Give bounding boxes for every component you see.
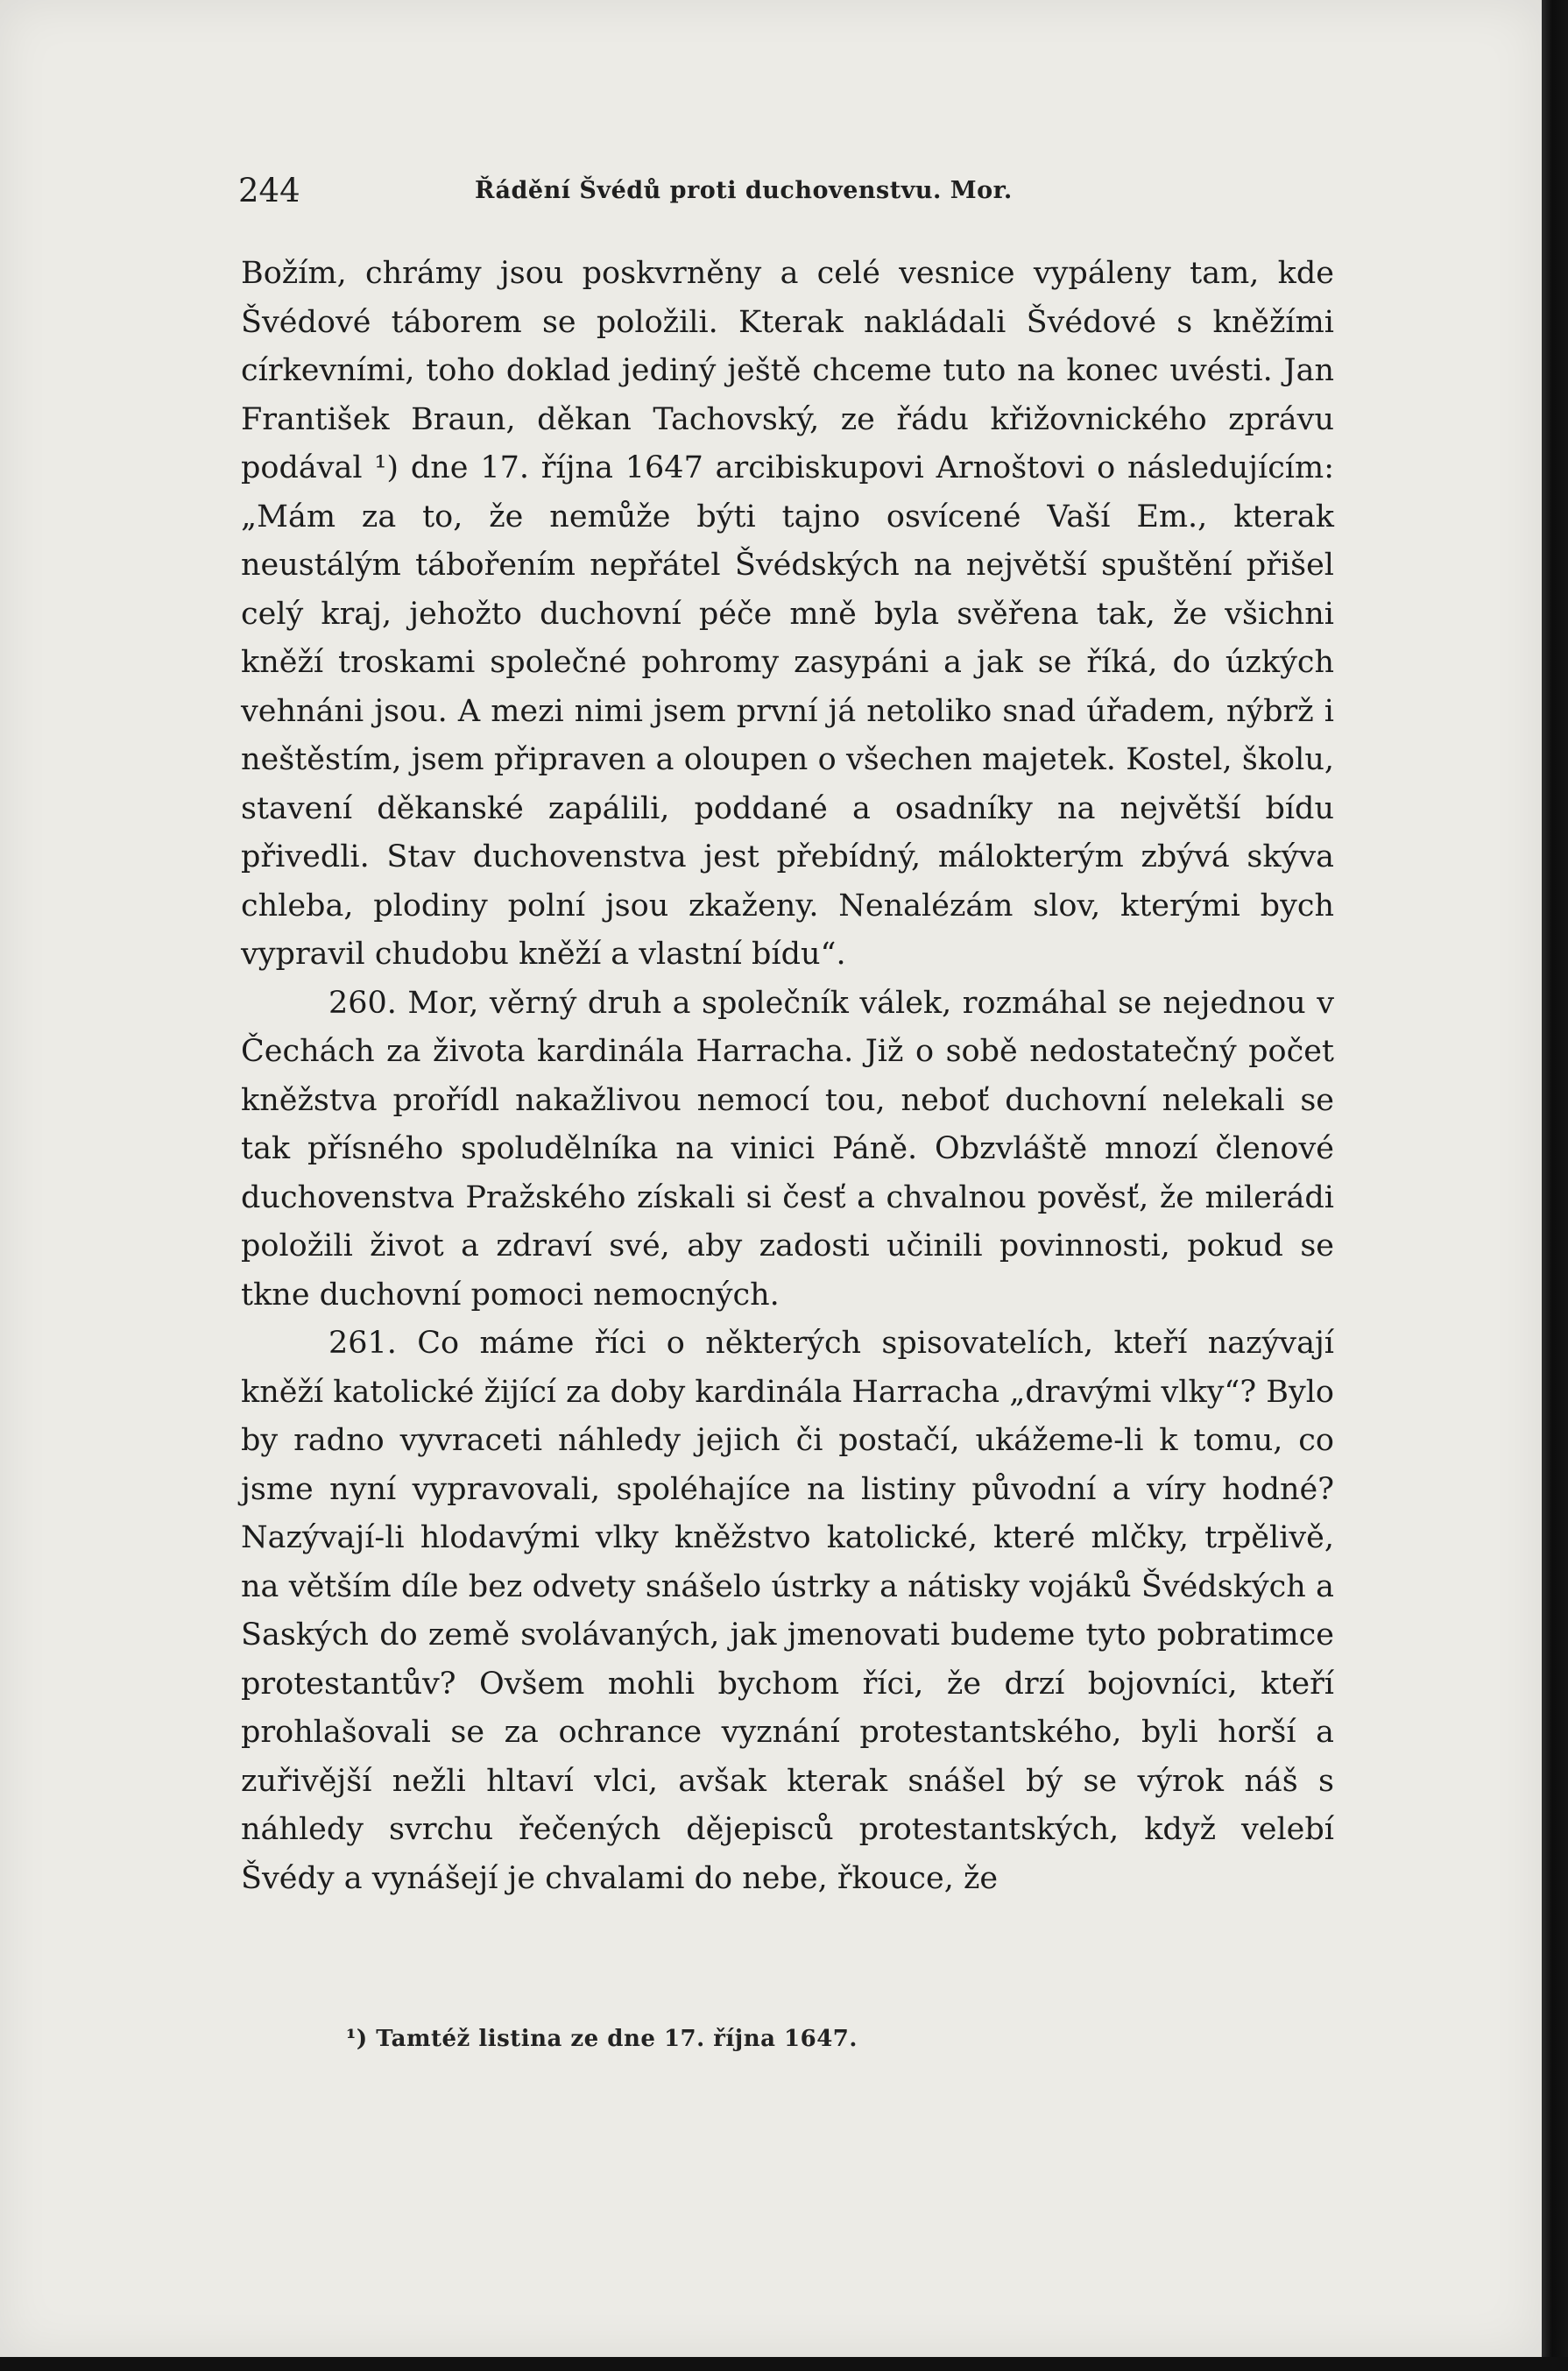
page-header — [238, 172, 1333, 216]
paragraph-continued: Božím, chrámy jsou poskvrněny a celé vesnice vypáleny tam, kde Švédové táborem se položili. Kterak nakládali Švédové s kněžími církevními, toho doklad jediný ještě chceme tuto na konec uvésti. Jan František Braun, děkan Tachovský, ze řádu křižovnického zprávu podával ¹) dne 17. října 1647 arcibiskupovi Arnoštovi o následujícím: „Mám za to, že nemůže býti tajno osvícené Vaší Em., kterak neustálým tábořením nepřátel Švédských na největší spuštění přišel celý kraj, jehožto duchovní péče mně byla svěřena tak, že všichni kněží troskami společné pohromy zasypáni a jak se říká, do úzkých vehnáni jsou. A mezi nimi jsem první já netoliko snad úřadem, nýbrž i neštěstím, jsem připraven a oloupen o všechen majetek. Kostel, školu, stavení děkanské zapálili, poddané a osadníky na největší bídu přivedli. Stav duchovenstva jest přebídný, málokterým zbývá skýva chleba, plodiny polní jsou zkaženy. Nenalézám slov, kterými bych vypravil chudobu kněží a vlastní bídu“. — [241, 256, 1334, 972]
paragraph-261: 261. Co máme říci o některých spisovatelích, kteří nazývají kněží katolické žijící za doby kardinála Harracha „dravými vlky“? Bylo by radno vyvraceti náhledy jejich či postačí, ukážeme-li k tomu, co jsme nyní vypravovali, spoléhajíce na listiny původní a víry hodné? Nazývají-li hlodavými vlky kněžstvo katolické, které mlčky, trpělivě, na větším díle bez odvety snášelo ústrky a nátisky vojáků Švédských a Saských do země svolávaných, jak jmenovati budeme tyto pobratimce protestantův? Ovšem mohli bychom říci, že drzí bojovníci, kteří prohlašovali se za ochrance vyznání protestantského, byli horší a zuřivější nežli hltaví vlci, avšak kterak snášel bý se výrok náš s náhledy svrchu řečených dějepisců protestantských, když velebí Švédy a vynášejí je chvalami do nebe, řkouce, že — [241, 1326, 1334, 1896]
scan-bottom-edge — [0, 2357, 1568, 2371]
body-text — [241, 250, 1334, 1903]
footnote: ¹) Tamtéž listina ze dne 17. října 1647. — [346, 2026, 858, 2052]
scan-right-edge — [1542, 0, 1568, 2371]
page-number: 244 — [238, 172, 300, 209]
running-title: Řádění Švédů proti duchovenstvu. Mor. — [475, 177, 1013, 204]
paragraph-260: 260. Mor, věrný druh a společník válek, rozmáhal se nejednou v Čechách za života kardinála Harracha. Již o sobě nedostatečný počet kněžstva prořídl nakažlivou nemocí tou, neboť duchovní nelekali se tak přísného spoludělníka na vinici Páně. Obzvláště mnozí členové duchovenstva Pražského získali si česť a chvalnou pověsť, že milerádi položili život a zdraví své, aby zadosti učinili povinnosti, pokud se tkne duchovní pomoci nemocných. — [241, 985, 1334, 1313]
